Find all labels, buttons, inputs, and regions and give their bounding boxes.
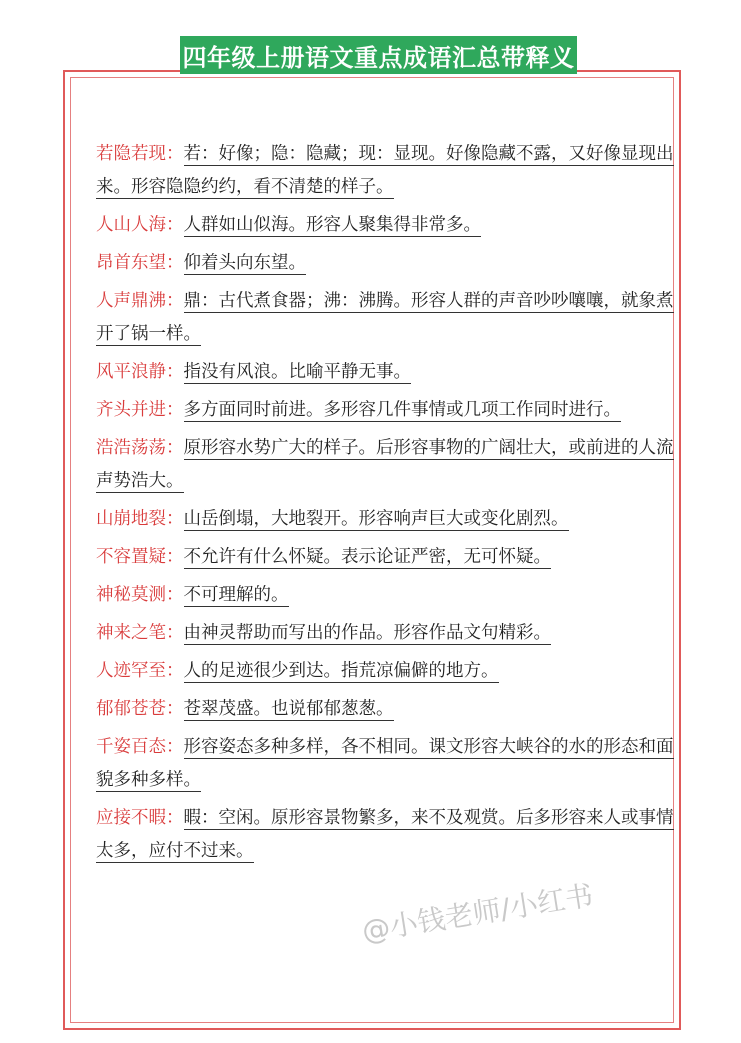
idiom-definition: 人群如山似海。形容人聚集得非常多。 [183,215,481,235]
term-separator: ： [166,623,184,643]
term-separator: ： [166,661,184,681]
idiom-definition: 人的足迹很少到达。指荒凉偏僻的地方。 [183,661,499,681]
idiom-entry [96,209,676,242]
idiom-entry [96,579,676,612]
idiom-entry [96,655,676,688]
term-separator: ： [166,585,184,605]
idiom-term: 人声鼎沸 [96,291,166,311]
term-separator: ： [166,438,184,458]
idiom-entry [96,247,676,280]
idiom-term: 郁郁苍苍 [96,699,166,719]
term-separator: ： [166,400,184,420]
idiom-definition: 由神灵帮助而写出的作品。形容作品文句精彩。 [183,623,551,643]
idiom-term: 不容置疑 [96,547,166,567]
idiom-term: 应接不暇 [96,808,166,828]
idiom-term: 人山人海 [96,215,166,235]
idiom-term: 千姿百态 [96,737,166,757]
idiom-entry [96,731,676,797]
term-separator: ： [166,547,184,567]
idiom-entry [96,285,676,351]
idiom-entry [96,617,676,650]
idiom-definition: 苍翠茂盛。也说郁郁葱葱。 [183,699,394,719]
idiom-definition: 形容姿态多种多样，各不相同。课文形容大峡谷的水的形态和面貌多种多样。 [96,737,674,790]
idiom-definition: 多方面同时前进。多形容几件事情或几项工作同时进行。 [183,400,621,420]
idiom-definition: 不允许有什么怀疑。表示论证严密，无可怀疑。 [183,547,551,567]
term-separator: ： [166,699,184,719]
idiom-entry [96,356,676,389]
term-separator: ： [166,291,184,311]
term-separator: ： [166,215,184,235]
idiom-entry [96,394,676,427]
term-separator: ： [166,808,184,828]
idiom-entry [96,138,676,204]
idiom-term: 山崩地裂 [96,509,166,529]
idiom-definition: 指没有风浪。比喻平静无事。 [183,362,411,382]
idiom-term: 若隐若现 [96,144,166,164]
idiom-definition: 原形容水势广大的样子。后形容事物的广阔壮大，或前进的人流声势浩大。 [96,438,674,491]
title-banner [180,36,577,74]
idiom-entry [96,503,676,536]
term-separator: ： [166,362,184,382]
idiom-term: 人迹罕至 [96,661,166,681]
term-separator: ： [166,253,184,273]
term-separator: ： [166,737,184,757]
idiom-term: 昂首东望 [96,253,166,273]
idiom-entry [96,541,676,574]
term-separator: ： [166,144,184,164]
idiom-entry [96,432,676,498]
idiom-entry [96,802,676,868]
term-separator: ： [166,509,184,529]
idiom-term: 风平浪静 [96,362,166,382]
idiom-term: 齐头并进 [96,400,166,420]
idiom-definition: 鼎：古代煮食器；沸：沸腾。形容人群的声音吵吵嚷嚷，就象煮开了锅一样。 [96,291,674,344]
idiom-definition: 山岳倒塌，大地裂开。形容响声巨大或变化剧烈。 [183,509,569,529]
idiom-definition: 暇：空闲。原形容景物繁多，来不及观赏。后多形容来人或事情太多，应付不过来。 [96,808,674,861]
idiom-term: 神秘莫测 [96,585,166,605]
idiom-list [96,138,676,873]
idiom-entry [96,693,676,726]
watermark: @小钱老师/小红书 [359,878,596,948]
idiom-term: 浩浩荡荡 [96,438,166,458]
idiom-definition: 仰着头向东望。 [183,253,306,273]
page-title: 四年级上册语文重点成语汇总带释义 [182,43,575,72]
idiom-definition: 若：好像；隐：隐藏；现：显现。好像隐藏不露，又好像显现出来。形容隐隐约约，看不清楚的样子。 [96,144,674,197]
idiom-term: 神来之笔 [96,623,166,643]
idiom-definition: 不可理解的。 [183,585,289,605]
